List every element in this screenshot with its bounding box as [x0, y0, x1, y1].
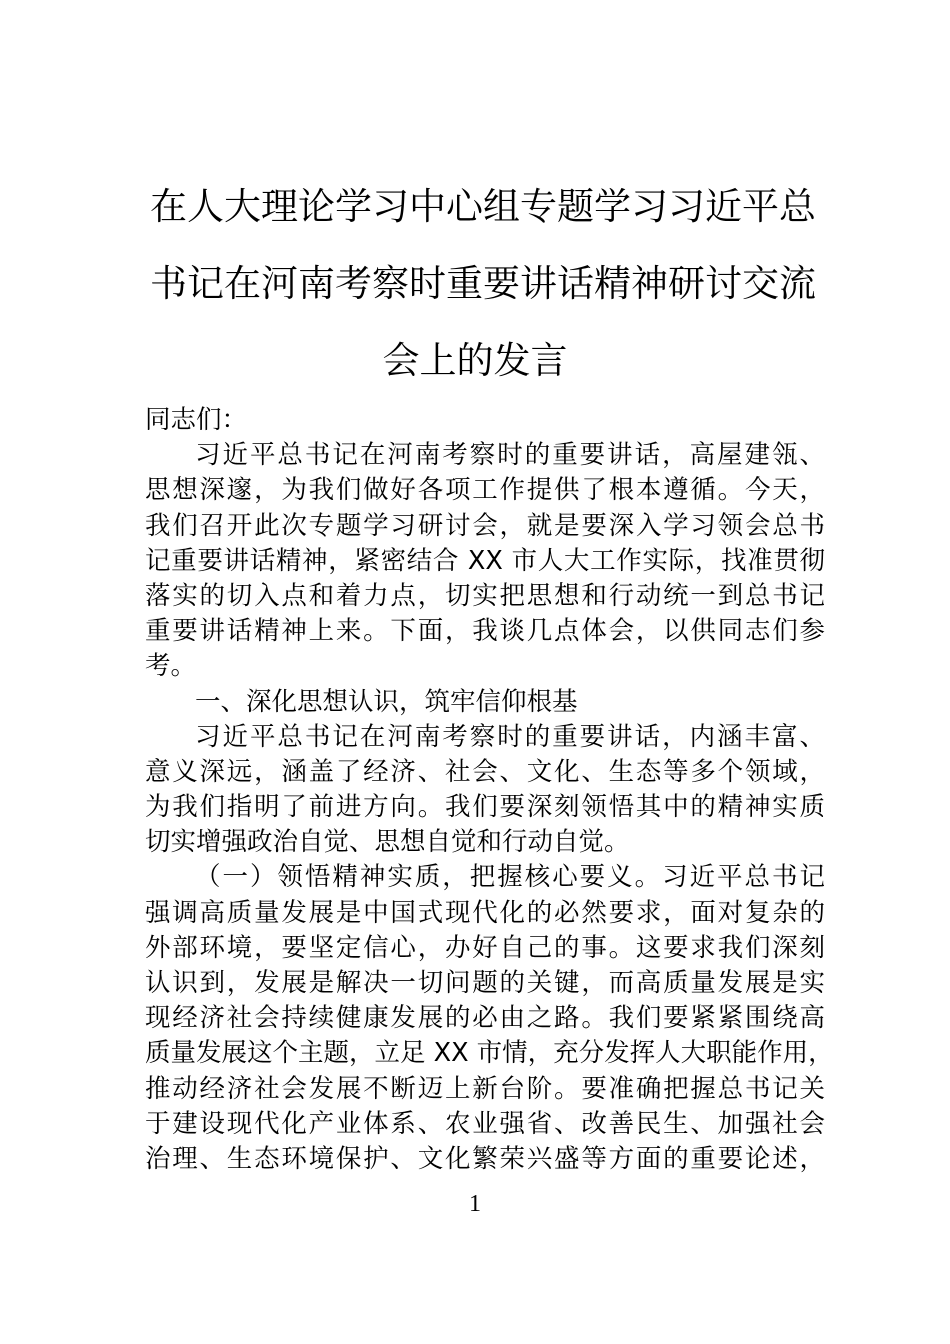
body-line: 于建设现代化产业体系、农业强省、改善民生、加强社会: [145, 1108, 825, 1139]
title-line: 书记在河南考察时重要讲话精神研讨交流: [150, 262, 816, 305]
body-line: 强调高质量发展是中国式现代化的必然要求，面对复杂的: [145, 897, 825, 928]
title-line: 会上的发言: [382, 339, 568, 382]
body-line: 治理、生态环境保护、文化繁荣兴盛等方面的重要论述，: [145, 1143, 825, 1174]
document-title: [150, 168, 816, 399]
body-line: 我们召开此次专题学习研讨会，就是要深入学习领会总书: [145, 510, 825, 541]
title-line: 在人大理论学习中心组专题学习习近平总: [150, 185, 816, 228]
body-line: 意义深远，涵盖了经济、社会、文化、生态等多个领域，: [145, 756, 825, 787]
section-heading: 一、深化思想认识，筑牢信仰根基: [195, 686, 578, 717]
page-number: 1: [469, 1191, 481, 1217]
body-line: 切实增强政治自觉、思想自觉和行动自觉。: [145, 827, 630, 858]
body-line: （一）领悟精神实质，把握核心要义。习近平总书记: [195, 862, 825, 893]
body-line: 习近平总书记在河南考察时的重要讲话，高屋建瓴、: [195, 440, 825, 471]
body-line: 认识到，发展是解决一切问题的关键，而高质量发展是实: [145, 968, 825, 998]
body-line: 现经济社会持续健康发展的必由之路。我们要紧紧围绕高: [145, 1003, 825, 1034]
document-body: [145, 403, 834, 1177]
body-line: 推动经济社会发展不断迈上新台阶。要准确把握总书记关: [145, 1073, 825, 1104]
body-line: 习近平总书记在河南考察时的重要讲话，内涵丰富、: [195, 721, 825, 752]
body-line: 外部环境，要坚定信心，办好自己的事。这要求我们深刻: [145, 932, 825, 963]
body-line: 记重要讲话精神，紧密结合 XX 市人大工作实际，找准贯彻: [145, 545, 825, 576]
body-line: 质量发展这个主题，立足 XX 市情，充分发挥人大职能作用，: [145, 1038, 834, 1069]
body-line: 落实的切入点和着力点，切实把思想和行动统一到总书记: [145, 580, 825, 611]
body-line: 为我们指明了前进方向。我们要深刻领悟其中的精神实质: [145, 792, 825, 823]
salutation: 同志们：: [145, 405, 248, 435]
body-line: 重要讲话精神上来。下面，我谈几点体会，以供同志们参: [145, 616, 825, 647]
body-line: 思想深邃，为我们做好各项工作提供了根本遵循。今天，: [145, 475, 825, 506]
body-line: 考。: [145, 651, 197, 682]
